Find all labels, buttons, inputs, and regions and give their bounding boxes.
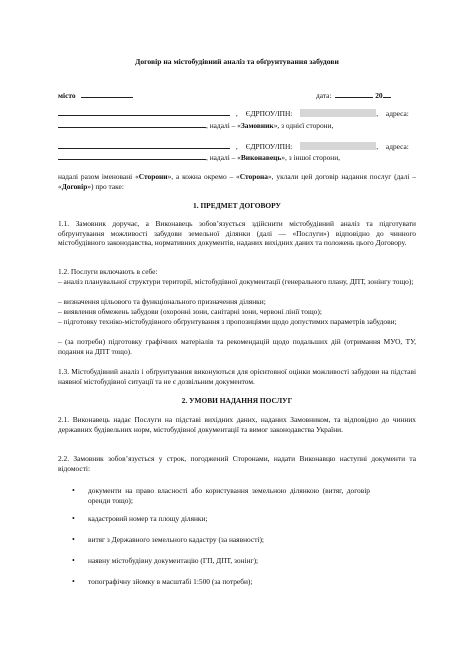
clause-1-2-item: – визначення цільового та функціонального призначення ділянки; <box>58 297 266 306</box>
clause-1-2-intro: 1.2. Послуги включають в себе: <box>58 267 158 276</box>
bullet-icon: • <box>72 535 75 544</box>
party1-line1: , ЄДРПОУ/ІПН: , адреса: <box>58 108 409 119</box>
clause-2-2: 2.2. Замовник зобов’язується у строк, погоджений Сторонами, надати Виконавцю наступні документи та відомості: <box>58 454 416 473</box>
city-field[interactable] <box>81 90 133 98</box>
city-line <box>58 90 133 101</box>
party1-edrpou-field[interactable] <box>300 109 376 117</box>
party2-line1: , ЄДРПОУ/ІПН: , адреса: <box>58 141 409 152</box>
party2-address-label: адреса: <box>385 142 409 151</box>
party2-address-field[interactable] <box>58 152 206 160</box>
date-field[interactable] <box>335 90 373 98</box>
party1-address-field[interactable] <box>58 120 206 128</box>
required-document-item: наявну містобудівну документацію (ГП, ДПТ, зонінг); <box>88 556 259 565</box>
section2-heading: 2. УМОВИ НАДАННЯ ПОСЛУГ <box>181 396 293 405</box>
required-document-item: топографічну зйомку в масштабі 1:500 (за потреби); <box>88 577 253 586</box>
party2-edrpou-label: ЄДРПОУ/ІПН: <box>245 142 293 151</box>
bullet-icon: • <box>72 577 75 586</box>
clause-1-3: 1.3. Містобудівний аналіз і обґрунтування виконуються для орієнтовної оцінки можливості забудови на підставі наявної містобудівної ситуації та не є дозвільним документом. <box>58 367 416 386</box>
city-label: місто <box>58 91 76 100</box>
bullet-icon: • <box>72 556 75 565</box>
date-line <box>316 90 391 101</box>
clause-1-2-item: – підготовку техніко-містобудівного обґрунтування з пропозиціями щодо допустимих параметрів забудови; <box>58 317 397 326</box>
party1-line2: , надалі – «Замовник», з однієї сторони, <box>58 120 333 131</box>
party1-edrpou-label: ЄДРПОУ/ІПН: <box>245 109 293 118</box>
party1-role: Замовник <box>240 121 274 130</box>
date-label: дата: <box>316 91 332 100</box>
party2-name-field[interactable] <box>58 141 230 149</box>
clause-2-1: 2.1. Виконавець надає Послуги на підставі вихідних даних, наданих Замовником, та відповідно до чинних державних будівельних норм, містобудівної документації та вимог законодавства України. <box>58 415 416 434</box>
required-document-item: документи на право власності або користування земельною ділянкою (витяг, договір оренди тощо); <box>88 486 370 505</box>
required-document-item: витяг з Державного земельного кадастру (за наявності); <box>88 535 264 544</box>
year-field[interactable] <box>383 90 391 98</box>
party2-line2: , надалі – «Виконавець», з іншої сторони, <box>58 152 340 163</box>
clause-1-1: 1.1. Замовник доручає, а Виконавець зобов’язується здійснити містобудівний аналіз та підготувати обґрунтування можливості забудови земельної ділянки (далі — «Послуги») відповідно до чинного містобудівного законодавства, нормативних документів, наданих вихідних даних та положень цього Договору. <box>58 219 416 248</box>
bullet-icon: • <box>72 514 75 523</box>
bullet-icon: • <box>72 486 75 495</box>
party2-role: Виконавець <box>240 153 282 162</box>
section1-heading: 1. ПРЕДМЕТ ДОГОВОРУ <box>193 201 281 210</box>
clause-1-2-item: – (за потреби) підготовку графічних матеріалів та рекомендацій щодо подальших дій (отримання МУО, ТУ, подання на ДПТ тощо). <box>58 337 416 356</box>
party2-edrpou-field[interactable] <box>300 142 376 150</box>
required-document-item: кадастровий номер та площу ділянки; <box>88 514 208 523</box>
party1-address-label: адреса: <box>385 109 409 118</box>
clause-1-2-item: – виявлення обмежень забудови (охоронні зони, санітарні зони, червоні лінії тощо); <box>58 307 322 316</box>
document-title: Договір на містобудівний аналіз та обґрунтування забудови <box>135 57 339 66</box>
party1-name-field[interactable] <box>58 108 230 116</box>
intro-paragraph: надалі разом іменовані «Сторони», а кожна окремо – «Сторона», уклали цей договір надання послуг (далі – «Договір») про таке: <box>58 172 416 191</box>
clause-1-2-item: – аналіз планувальної структури території, містобудівної документації (генерального плану, ДПТ, зонінгу тощо); <box>58 277 414 286</box>
year-prefix: 20 <box>375 91 383 100</box>
